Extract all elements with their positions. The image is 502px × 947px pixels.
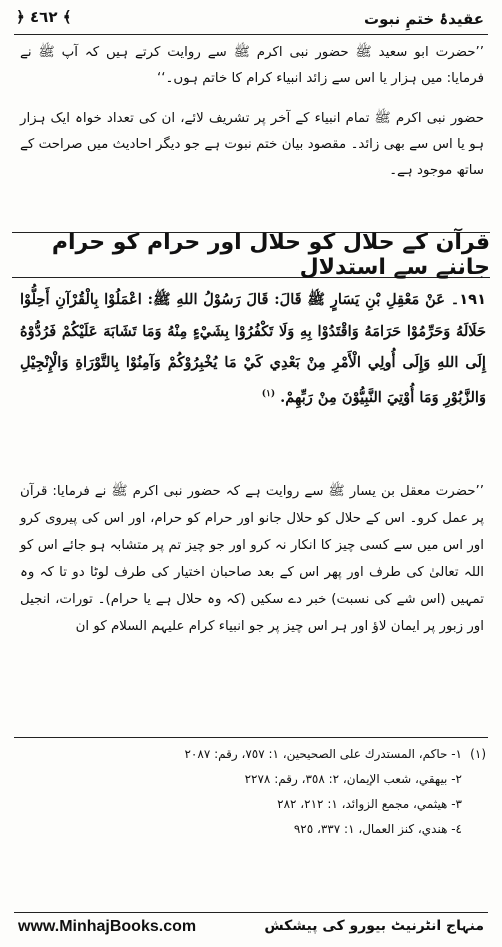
header-rule <box>14 34 488 35</box>
hadith-text: عَنْ مَعْقِلِ بْنِ يَسَارٍ ﷺ قَالَ: قَالَ رَسُوْلُ اللهِ ﷺ: اعْمَلُوْا بِالْقُرْآنِ أَحِلُّوْا حَلَالَهُ وَحَرِّمُوْا حَرَامَهُ وَاقْتَدُوْا بِهِ وَلَا تَكْفُرُوْا بِشَيْءٍ مِنْهُ وَمَا تَشَابَهَ عَلَيْكُمْ فَرُدُّوْهُ إِلَى اللهِ وَإِلَى أُولِي الْأَمْرِ مِنْ بَعْدِي كَيْ مَا يُخْبِرُوْكُمْ وَآمِنُوْا بِالتَّوْرَاةِ وَالْإِنْجِيْلِ وَالزَّبُوْرِ وَمَا أُوْتِيَ النَّبِيُّوْنَ مِنْ رَبِّهِمْ. <box>20 291 486 406</box>
footer-rule <box>14 912 488 913</box>
footnote-item: ٣- هيثمي، مجمع الزوائد، ١: ٢١٢، ٢٨٢ <box>277 797 462 811</box>
section-heading-text: قرآن کے حلال کو حلال اور حرام کو حرام جاننے سے استدلال <box>51 230 490 280</box>
hadith-number: ۱۹۱۔ <box>450 291 486 308</box>
footnote-item: ٤- هندي، كنز العمال، ١: ٣٣٧، ٩٢٥ <box>293 822 462 836</box>
arabic-hadith <box>20 284 486 413</box>
footnote-item: ٢- بيهقي، شعب الإيمان، ٢: ٣٥٨، رقم: ٢٢٧٨ <box>244 772 462 786</box>
footnote-mark: (١) <box>470 747 486 761</box>
page-number: ﴿ ٤٦٢ ﴾ <box>16 8 72 26</box>
presented-by-text: منہاج انٹرنیٹ بیورو کی پیشکش <box>264 918 484 934</box>
website-link[interactable]: www.MinhajBooks.com <box>18 918 197 935</box>
footnote-list <box>70 742 482 842</box>
footnote-item: ١- حاكم، المستدرك على الصحيحين، ١: ٧٥٧، رقم: ٢٠٨٧ <box>184 747 462 761</box>
translation-paragraph-2: ’’حضرت معقل بن یسار ﷺ سے روایت ہے کہ حضور نبی اکرم ﷺ نے فرمایا: قرآن پر عمل کرو۔ اس کے حلال کو حلال جانو اور حرام کو حرام، اور اس کی پیروی کرو اور اس میں سے کسی چیز کا انکار نہ کرو اور جو چیز تم پر متشابہ ہو جائے اس کو اللہ تعالیٰ کی طرف اور پھر اس کے بعد صاحبان اختیار کی طرف لوٹا دو تا کہ وہ تمہیں (اس شے کی نسبت) خبر دے سکیں (کہ وہ حلال ہے یا حرام)۔ تورات، انجیل اور زبور پر ایمان لاؤ اور ہر اس چیز پر جو انبیاء کرام علیہم السلام کو ان <box>20 484 484 634</box>
footnote-rule <box>14 737 488 738</box>
page-header <box>14 8 488 36</box>
section-heading <box>12 232 490 278</box>
translation-paragraph-1: ’’حضرت ابو سعید ﷺ حضور نبی اکرم ﷺ سے روایت کرتے ہیں کہ آپ ﷺ نے فرمایا: میں ہزار یا اس سے زائد انبیاء کرام کا خاتم ہوں۔‘‘ <box>20 45 484 86</box>
running-title: عقیدۂ ختمِ نبوت <box>364 10 484 28</box>
page-footer <box>14 916 488 942</box>
footnote-reference: (١) <box>261 388 276 399</box>
commentary-paragraph: حضور نبی اکرم ﷺ تمام انبیاء کے آخر پر تشریف لائے، ان کی تعداد خواہ ایک ہزار ہو یا اس سے بھی زائد۔ مقصود بیان ختم نبوت ہے جو دیگر احادیث میں صراحت کے ساتھ موجود ہے۔ <box>20 111 484 178</box>
footnotes <box>70 742 486 842</box>
